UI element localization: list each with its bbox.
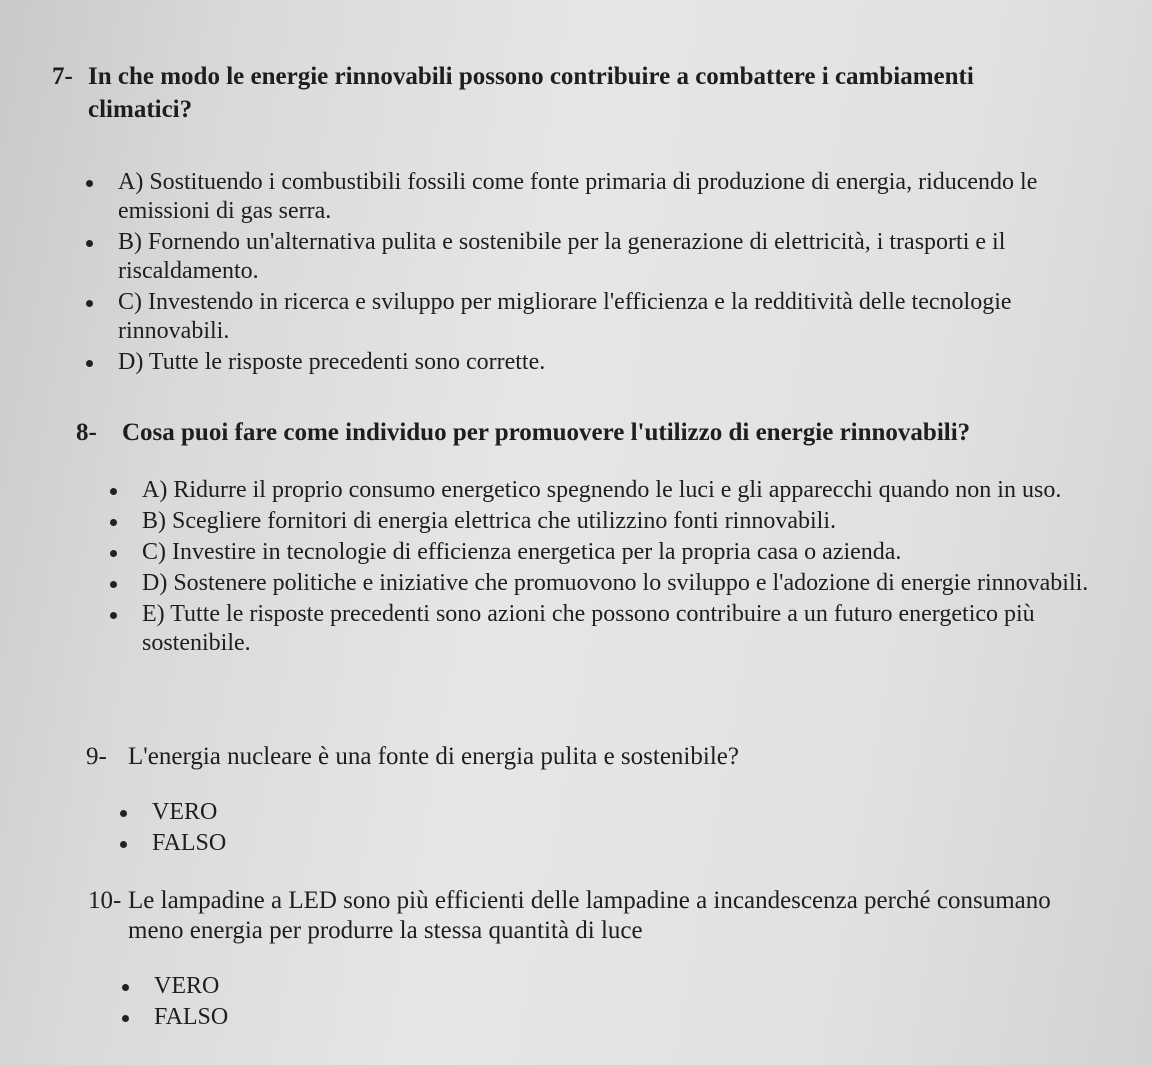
question-7-options	[118, 168, 1108, 379]
option-a[interactable]: A) Sostituendo i combustibili fossili come fonte primaria di produzione di energia, riducendo le emissioni di gas serra.	[118, 168, 1108, 226]
question-9	[86, 740, 1086, 773]
option-falso[interactable]: FALSO	[152, 829, 552, 858]
question-number: 8-	[76, 419, 97, 446]
question-number: 9-	[86, 743, 107, 770]
option-vero[interactable]: VERO	[152, 798, 552, 827]
question-7	[52, 60, 1062, 126]
option-falso[interactable]: FALSO	[154, 1003, 554, 1032]
question-8-options	[142, 476, 1102, 660]
question-text: Le lampadine a LED sono più efficienti delle lampadine a incandescenza perché consumano meno energia per produrre la stessa quantità di luce	[128, 887, 1051, 944]
question-10-options	[154, 972, 554, 1034]
option-b[interactable]: B) Fornendo un'alternativa pulita e sostenibile per la generazione di elettricità, i trasporti e il riscaldamento.	[118, 228, 1108, 286]
question-text: In che modo le energie rinnovabili possono contribuire a combattere i cambiamenti climatici?	[88, 63, 974, 123]
question-number: 7-	[52, 63, 73, 90]
question-9-options	[152, 798, 552, 860]
option-c[interactable]: C) Investendo in ricerca e sviluppo per migliorare l'efficienza e la redditività delle tecnologie rinnovabili.	[118, 288, 1108, 346]
option-c[interactable]: C) Investire in tecnologie di efficienza energetica per la propria casa o azienda.	[142, 538, 1102, 567]
option-a[interactable]: A) Ridurre il proprio consumo energetico spegnendo le luci e gli apparecchi quando non in uso.	[142, 476, 1102, 505]
question-text: Cosa puoi fare come individuo per promuovere l'utilizzo di energie rinnovabili?	[122, 419, 971, 446]
option-b[interactable]: B) Scegliere fornitori di energia elettrica che utilizzino fonti rinnovabili.	[142, 507, 1102, 536]
question-10	[88, 886, 1098, 946]
question-text: L'energia nucleare è una fonte di energia pulita e sostenibile?	[128, 743, 739, 770]
option-vero[interactable]: VERO	[154, 972, 554, 1001]
question-number: 10-	[88, 887, 122, 914]
question-8	[76, 416, 1106, 449]
option-d[interactable]: D) Tutte le risposte precedenti sono corrette.	[118, 348, 1108, 377]
option-d[interactable]: D) Sostenere politiche e iniziative che promuovono lo sviluppo e l'adozione di energie rinnovabili.	[142, 569, 1102, 598]
option-e[interactable]: E) Tutte le risposte precedenti sono azioni che possono contribuire a un futuro energetico più sostenibile.	[142, 600, 1102, 658]
